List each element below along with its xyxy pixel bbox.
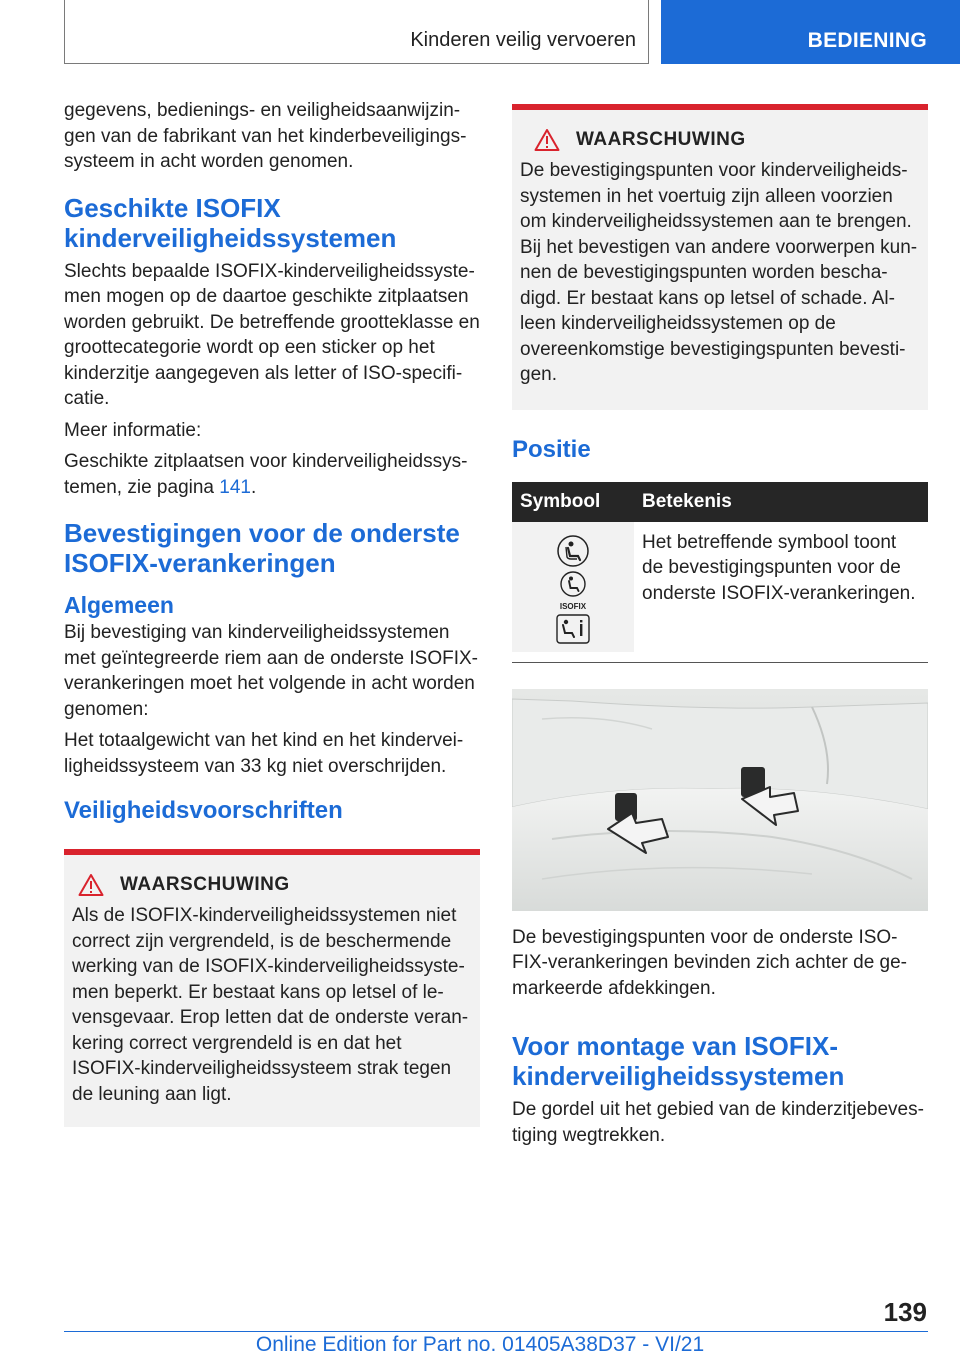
warning-triangle-icon [78,873,104,897]
meaning-cell: Het betreffende symbool toont de bevestigingspunten voor de onderste ISOFIX-verankeringen. [642,531,916,604]
heading-safety: Veiligheidsvoorschriften [64,797,343,824]
warning-title: WAARSCHUWING [576,129,746,150]
reference-text: Geschikte zitplaatsen voor kinderveiligheidssys-temen, zie pagina [64,451,468,498]
warning-title-row [72,873,470,897]
paragraph-general: Bij bevestiging van kinderveiligheidssystemen met geïntegreerde riem aan de onderste ISOFIX-verankeringen moet het volgende in acht worden genomen: [64,622,478,720]
heading-lower-anchorages: Bevestigingen voor de onderste ISOFIX-verankeringen [64,518,460,578]
child-seat-icon [556,534,590,568]
isofix-text-label: ISOFIX [559,601,587,611]
header-section-title: Kinderen veilig vervoeren [410,29,636,51]
table-bottom-rule [512,662,928,663]
reference-paragraph [64,449,480,500]
photo-caption: De bevestigingspunten voor de onderste ISO-FIX-verankeringen bevinden zich achter de ge-markeerde afdekkingen. [512,926,908,999]
intro-paragraph: gegevens, bedienings- en veiligheidsaanwijzin-gen van de fabrikant van het kinderbeveiligings-systeem in acht worden genomen. [64,100,467,172]
reference-end: . [250,476,257,498]
page-reference-link[interactable]: 141 [219,476,251,498]
paragraph-mounting: De gordel uit het gebied van de kinderzitjebeves-tiging wegtrekken. [512,1099,924,1146]
left-column [64,98,480,1127]
page-number: 139 [883,1297,927,1327]
heading-position: Positie [512,435,591,463]
column-header-symbol: Symbool [512,482,634,522]
footer-edition-text: Online Edition for Part no. 01405A38D37 - VI/21 [255,1333,705,1356]
header-section-tab [64,0,649,64]
warning-title-row [520,128,918,152]
table-header-row [512,482,928,522]
warning-text: Als de ISOFIX-kinderveiligheidssystemen niet correct zijn vergrendeld, is de beschermende werking van de ISOFIX-kinderveiligheidssyste-men beperkt. Er bestaat kans op letsel of le-vensgevaar. Erop letten dat de onderste veran-kering correct vergrendeld is en dat het ISOFIX-kinderveiligheidssysteem strak tegen de leuning aan ligt. [72,905,469,1105]
rear-seat-isofix-photo [512,689,928,911]
symbol-table [512,482,928,652]
warning-text: De bevestigingspunten voor kinderveiligheids-systemen in het voertuig zijn alleen voorzien om kinderveiligheidssystemen aan te brengen. Bij het bevestigen van andere voorwerpen kun-nen de bevestigingspunten worden bescha-digd. Er bestaat kans op letsel of schade. Al-leen kinderveiligheidssystemen op de overeenkomstige bevestigingspunten bevesti-gen. [520,160,918,385]
heading-suitable-isofix: Geschikte ISOFIX kinderveiligheidssystemen [64,192,397,253]
paragraph-weight-limit: Het totaalgewicht van het kind en het kindervei-ligheidssysteem van 33 kg niet overschrijden. [64,730,464,777]
paragraph-suitable-isofix: Slechts bepaalde ISOFIX-kinderveiligheidssyste-men mogen op de daartoe geschikte zitplaatsen worden gebruikt. De betreffende grootteklasse en groottecategorie wordt op een sticker op het kinderzitje aangegeven als letter of ISO-specifi-catie. [64,260,480,409]
header-chapter-tab [661,0,960,64]
more-info-label: Meer informatie: [64,419,202,441]
heading-mounting: Voor montage van ISOFIX-kinderveiligheidssystemen [512,1031,845,1091]
table-row [512,522,928,652]
warning-box-right [512,104,928,410]
warning-triangle-icon [534,128,560,152]
heading-general: Algemeen [64,592,174,618]
footer-rule [64,1331,928,1332]
symbol-cell [512,522,634,652]
right-column [512,104,928,1154]
child-seat-info-icon [556,614,590,644]
column-header-meaning: Betekenis [634,482,928,522]
footer-edition [0,1333,960,1357]
warning-box-left [64,849,480,1127]
header-chapter-title: BEDIENING [807,29,927,52]
isofix-seat-icon [553,570,593,612]
warning-title: WAARSCHUWING [120,874,290,895]
